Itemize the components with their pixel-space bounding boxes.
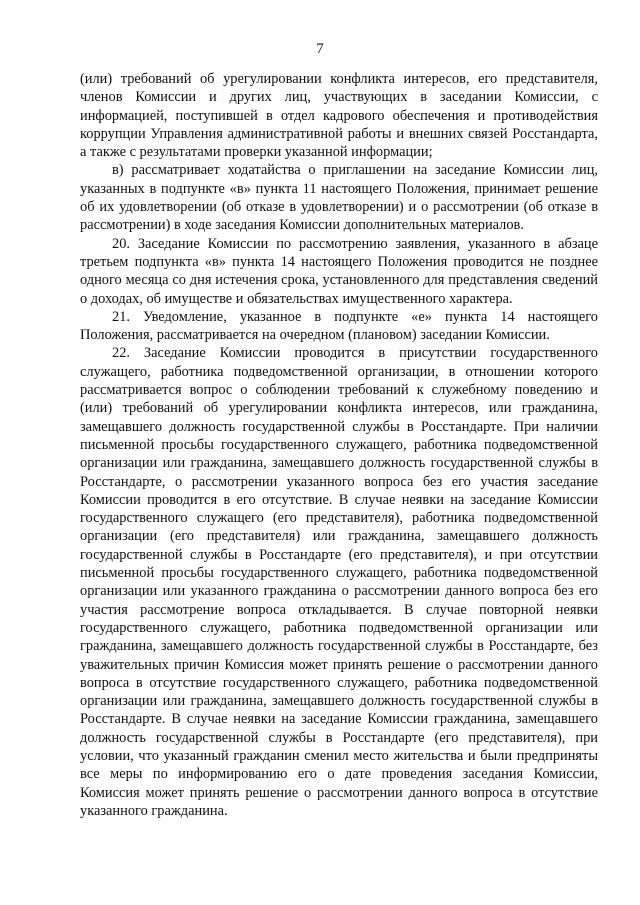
paragraph-continuation: (или) требований об урегулировании конфликта интересов, его представителя, членов Комиссии и других лиц, участвующих в заседании Комиссии, с информацией, поступившей в отдел кадрового обеспечения и противодействия коррупции Управления административной работы и внешних связей Росстандарта, а также с результатами проверки указанной информации; <box>80 71 598 161</box>
paragraph-item-v: в) рассматривает ходатайства о приглашении на заседание Комиссии лиц, указанных в подпункте «в» пункта 11 настоящего Положения, принимает решение об их удовлетворении (об отказе в удовлетворении) и о рассмотрении (об отказе в рассмотрении) в ходе заседания Комиссии дополнительных материалов. <box>80 162 598 234</box>
paragraph-20: 20. Заседание Комиссии по рассмотрению заявления, указанного в абзаце третьем подпункта «в» пункта 14 настоящего Положения проводится не позднее одного месяца со дня истечения срока, установленного для представления сведений о доходах, об имуществе и обязательствах имущественного характера. <box>80 235 598 307</box>
page-number: 7 <box>316 41 324 57</box>
paragraph-22: 22. Заседание Комиссии проводится в присутствии государственного служащего, работника подведомственной организации, в отношении которого рассматривается вопрос о соблюдении требований к служебному поведению и (или) требований об урегулировании конфликта интересов, или гражданина, замещавшего должность государственной службы в Росстандарте. При наличии письменной просьбы государственного служащего, работника подведомственной организации или гражданина, замещавшего должность государственной службы в Росстандарте, о рассмотрении указанного вопроса без его участия заседание Комиссии проводится в его отсутствие. В случае неявки на заседание Комиссии государственного служащего (его представителя), работника подведомственной организации (его представителя) или гражданина, замещавшего должность государственной службы в Росстандарте (его представителя), и при отсутствии письменной просьбы государственного служащего, работника подведомственной организации или указанного гражданина о рассмотрении данного вопроса без его участия рассмотрение вопроса откладывается. В случае повторной неявки государственного служащего, работника подведомственной организации или гражданина, замещавшего должность государственной службы в Росстандарте, без уважительных причин Комиссия может принять решение о рассмотрении данного вопроса в отсутствие государственного служащего, работника подведомственной организации или гражданина, замещавшего должность государственной службы в Росстандарте. В случае неявки на заседание Комиссии гражданина, замещавшего должность государственной службы в Росстандарте (его представителя), при условии, что указанный гражданин сменил место жительства и были предприняты все меры по информированию его о дате проведения заседания Комиссии, Комиссия может принять решение о рассмотрении данного вопроса в отсутствие указанного гражданина. <box>80 345 598 819</box>
paragraph-21: 21. Уведомление, указанное в подпункте «е» пункта 14 настоящего Положения, рассматривается на очередном (плановом) заседании Комиссии. <box>80 308 598 344</box>
document-body <box>80 70 598 820</box>
